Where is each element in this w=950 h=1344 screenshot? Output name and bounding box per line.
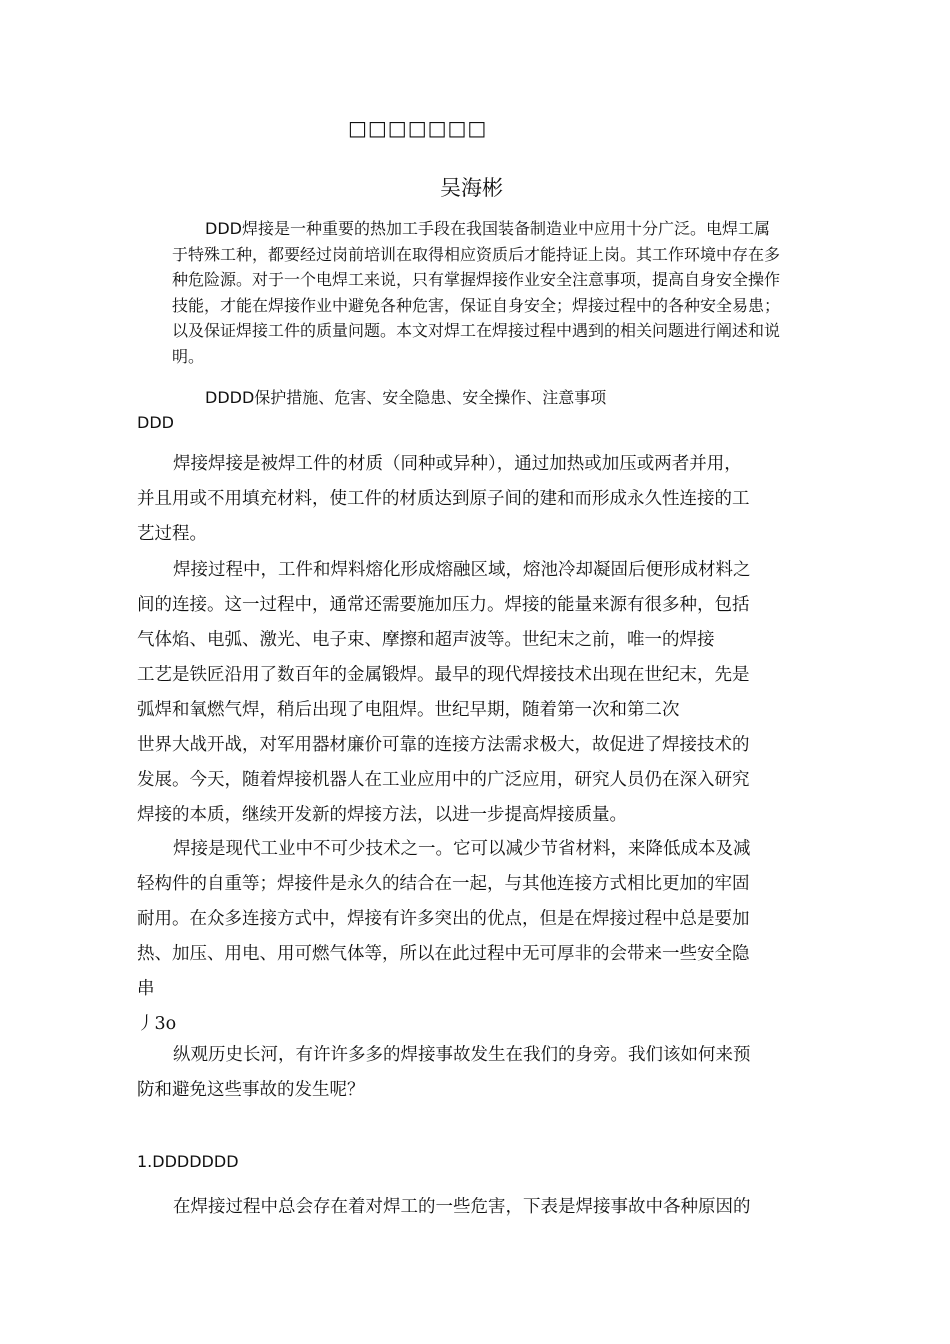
abstract-line: 于特殊工种，都要经过岗前培训在取得相应资质后才能持证上岗。其工作环境中存在多 — [172, 244, 781, 264]
keywords-text: 保护措施、危害、安全隐患、安全操作、注意事项 — [254, 388, 607, 407]
abstract-line: 明。 — [172, 346, 205, 366]
author-name: 吴海彬 — [440, 176, 503, 200]
paragraph-2: 焊接过程中，工件和焊料熔化形成熔融区域，熔池冷却凝固后便形成材料之 间的连接。这一过程中，通常还需要施加压力。焊接的能量来源有很多种，包括 气体焰、电弧、激光、电子束、摩擦和超声波等。世纪末之前，唯一的焊接 工艺是铁匠沿用了数百年的金属锻焊。最早的现代焊接技术出现在世纪末，先是 弧焊和氧燃气焊，稍后出现了电阻焊。世纪早期，随着第一次和第二次 世界大战开战，对军用器材廉价可靠的连接方法需求极大，故促进了焊接技术的 发展。今天，随着焊接机器人在工业应用中的广泛应用，研究人员仍在深入研究 焊接的本质，继续开发新的焊接方法，以进一步提高焊接质量。 — [137, 560, 751, 825]
paragraph-5: 在焊接过程中总会存在着对焊工的一些危害，下表是焊接事故中各种原因的 — [173, 1197, 751, 1217]
section-1-heading: 1.DDDDDDD — [137, 1152, 239, 1171]
keywords-label: DDDD — [205, 388, 255, 407]
intro-heading: DDD — [137, 413, 174, 432]
paragraph-1: 焊接焊接是被焊工件的材质（同种或异种），通过加热或加压或两者并用， 并且用或不用填充材料，使工件的材质达到原子间的建和而形成永久性连接的工 艺过程。 — [137, 454, 750, 544]
abstract-line: DDD焊接是一种重要的热加工手段在我国装备制造业中应用十分广泛。电焊工属 — [205, 219, 770, 238]
paragraph-3: 焊接是现代工业中不可少技术之一。它可以减少节省材料，来降低成本及减 轻构件的自重等；焊接件是永久的结合在一起，与其他连接方式相比更加的牢固 耐用。在众多连接方式中，焊接有许多突出的优点，但是在焊接过程中总是要加 热、加压、用电、用可燃气体等，所以在此过程中无可厚非的会带来一些安全隐 串 丿3o — [137, 839, 751, 1034]
abstract-line: 技能，才能在焊接作业中避免各种危害，保证自身安全；焊接过程中的各种安全易患； — [172, 295, 781, 315]
abstract-label: DDD — [205, 219, 242, 238]
abstract-block — [172, 216, 822, 369]
abstract-line: 种危险源。对于一个电焊工来说，只有掌握焊接作业安全注意事项，提高自身安全操作 — [172, 270, 781, 289]
document-title: □□□□□□□ — [348, 116, 488, 140]
paragraph-4: 纵观历史长河，有许许多多的焊接事故发生在我们的身旁。我们该如何来预 防和避免这些事故的发生呢？ — [137, 1045, 751, 1100]
abstract-line: 以及保证焊接工件的质量问题。本文对焊工在焊接过程中遇到的相关问题进行阐述和说 — [172, 321, 781, 340]
keywords-line — [205, 385, 606, 408]
